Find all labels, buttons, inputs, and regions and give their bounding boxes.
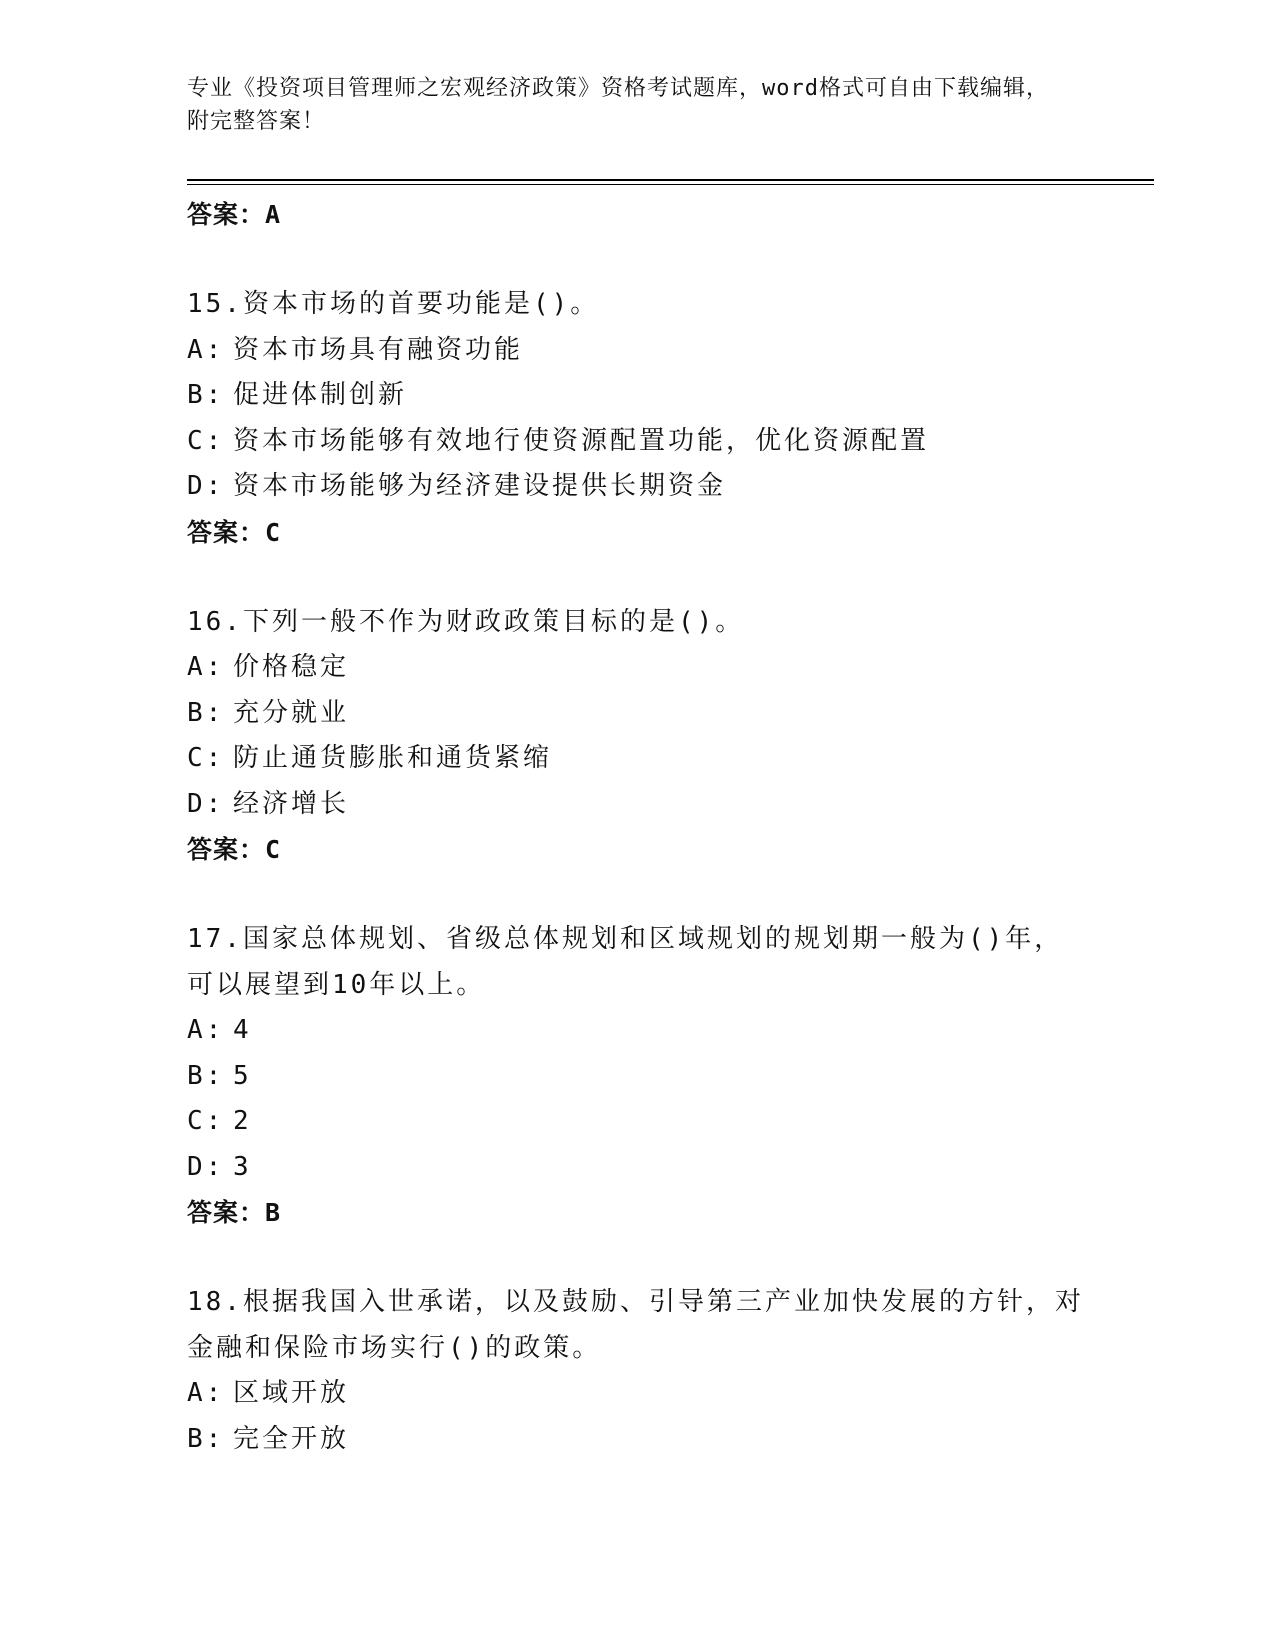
option-letter: D:: [187, 1151, 225, 1182]
answer-line: [187, 192, 1087, 238]
option-d: [187, 1145, 1087, 1191]
question-block: [187, 282, 1087, 556]
option-text: 防止通货膨胀和通货紧缩: [233, 743, 553, 773]
option-text: 2: [233, 1106, 252, 1136]
answer-label: 答案：: [187, 517, 266, 547]
option-letter: A:: [187, 334, 225, 365]
option-text: 资本市场能够为经济建设提供长期资金: [233, 471, 727, 501]
question-text: 17.国家总体规划、省级总体规划和区域规划的规划期一般为()年，可以展望到10年以上。: [187, 924, 1064, 1000]
option-letter: B:: [187, 697, 225, 728]
answer-value: C: [265, 517, 282, 547]
option-text: 4: [233, 1015, 252, 1045]
header-rule-thick: [187, 179, 1154, 181]
option-d: [187, 464, 1087, 510]
option-letter: C:: [187, 1106, 225, 1136]
option-a: [187, 1008, 1087, 1054]
question-block: [187, 1280, 1087, 1462]
option-a: [187, 1371, 1087, 1417]
question-text: 18.根据我国入世承诺，以及鼓励、引导第三产业加快发展的方针，对金融和保险市场实行()的政策。: [187, 1287, 1084, 1363]
answer-label: 答案：: [187, 200, 266, 229]
option-a: [187, 328, 1087, 374]
option-letter: A:: [187, 1015, 225, 1045]
header-rule-thin: [187, 184, 1154, 185]
question-block: [187, 917, 1087, 1236]
option-letter: C:: [187, 425, 225, 456]
question-list: [187, 192, 1087, 1462]
option-letter: A:: [187, 1378, 225, 1408]
answer-line: [187, 827, 1087, 873]
answer-value: C: [265, 835, 282, 864]
option-text: 3: [233, 1151, 252, 1182]
answer-value: A: [265, 200, 282, 229]
option-text: 经济增长: [233, 788, 350, 819]
option-letter: D:: [187, 788, 225, 819]
option-letter: B:: [187, 1423, 225, 1454]
option-text: 资本市场能够有效地行使资源配置功能，优化资源配置: [233, 425, 930, 456]
answer-line: [187, 510, 1087, 556]
option-letter: B:: [187, 1060, 225, 1091]
option-text: 价格稳定: [233, 652, 350, 682]
option-a: [187, 645, 1087, 691]
option-b: [187, 691, 1087, 737]
answer-value: B: [265, 1198, 282, 1227]
option-letter: D:: [187, 471, 225, 501]
option-text: 资本市场具有融资功能: [233, 334, 524, 365]
option-text: 区域开放: [233, 1378, 350, 1408]
question-text: 15.资本市场的首要功能是()。: [187, 289, 600, 319]
question-text: 16.下列一般不作为财政政策目标的是()。: [187, 606, 745, 637]
option-b: [187, 1054, 1087, 1100]
option-c: [187, 736, 1087, 782]
answer-label: 答案：: [187, 1198, 266, 1227]
question-block: [187, 600, 1087, 874]
answer-line: [187, 1190, 1087, 1236]
option-b: [187, 373, 1087, 419]
option-letter: C:: [187, 743, 225, 773]
option-d: [187, 782, 1087, 828]
option-text: 完全开放: [233, 1423, 350, 1454]
option-text: 5: [233, 1060, 252, 1091]
option-c: [187, 1099, 1087, 1145]
option-c: [187, 419, 1087, 465]
option-letter: B:: [187, 380, 225, 410]
option-text: 充分就业: [233, 697, 350, 728]
option-letter: A:: [187, 652, 225, 682]
option-b: [187, 1417, 1087, 1463]
answer-label: 答案：: [187, 835, 266, 864]
document-header: 专业《投资项目管理师之宏观经济政策》资格考试题库，word格式可自由下载编辑，附完整答案！: [187, 76, 1049, 134]
option-text: 促进体制创新: [233, 380, 408, 410]
